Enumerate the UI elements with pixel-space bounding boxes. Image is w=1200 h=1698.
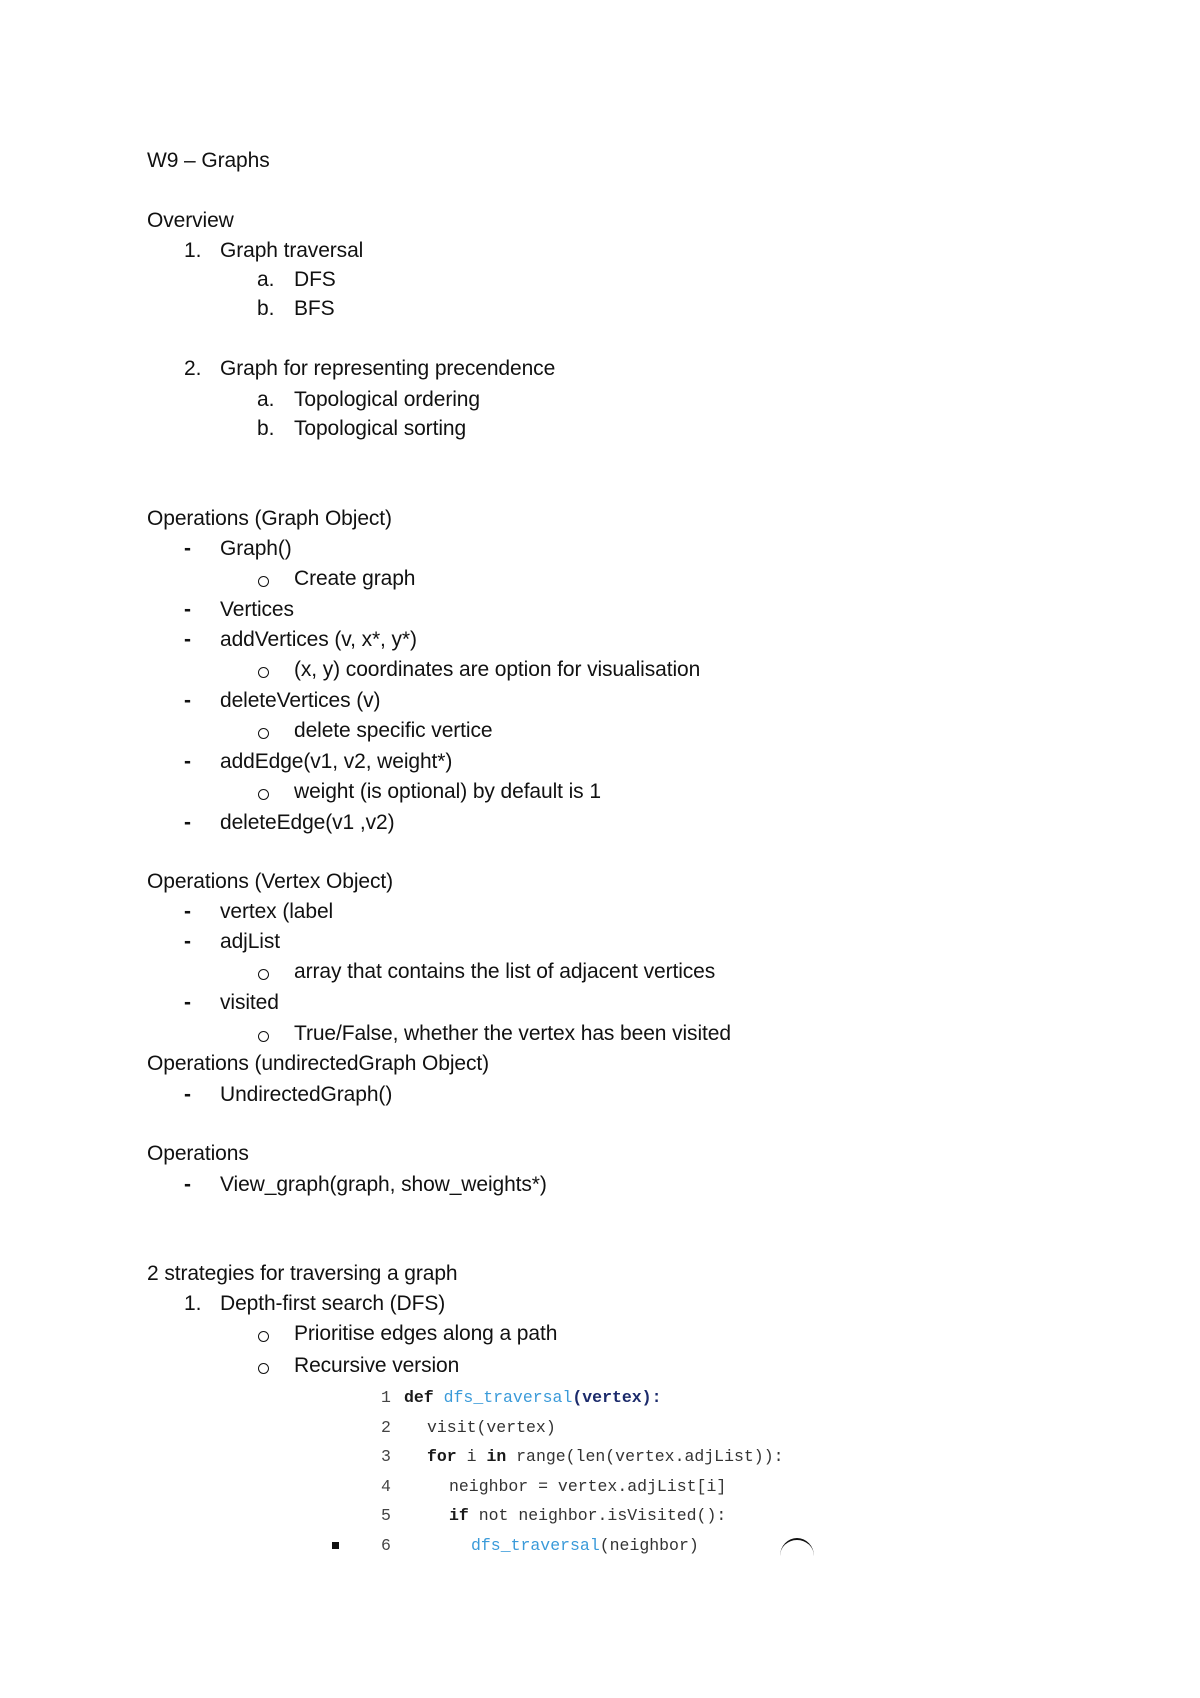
list-item: Graph for representing precendence [220, 357, 556, 380]
list-item: (x, y) coordinates are option for visualisation [294, 658, 701, 681]
dash-bullet: - [184, 811, 191, 834]
list-item: Depth-first search (DFS) [220, 1292, 446, 1315]
section-heading: 2 strategies for traversing a graph [147, 1262, 458, 1285]
dash-bullet: - [184, 628, 191, 651]
section-heading: Operations (Vertex Object) [147, 870, 394, 893]
circle-bullet-icon [258, 1331, 269, 1342]
code-text: range(len(vertex.adjList)): [506, 1447, 784, 1466]
circle-bullet-icon [258, 576, 269, 587]
list-item: array that contains the list of adjacent vertices [294, 960, 716, 983]
code-keyword: for [427, 1447, 457, 1466]
list-item: visited [220, 991, 279, 1014]
line-number: 6 [381, 1536, 391, 1555]
list-marker: 1. [184, 1292, 202, 1315]
circle-bullet-icon [258, 1363, 269, 1374]
circle-bullet-icon [258, 969, 269, 980]
list-item: deleteEdge(v1 ,v2) [220, 811, 395, 834]
list-marker: 1. [184, 239, 202, 262]
dash-bullet: - [184, 1083, 191, 1106]
page-title: W9 – Graphs [147, 149, 270, 172]
arc-mark-icon [780, 1538, 814, 1574]
dash-bullet: - [184, 1173, 191, 1196]
list-item: True/False, whether the vertex has been visited [294, 1022, 731, 1045]
circle-bullet-icon [258, 1031, 269, 1042]
code-text: i [456, 1447, 487, 1466]
list-item: UndirectedGraph() [220, 1083, 393, 1106]
list-item: Prioritise edges along a path [294, 1322, 558, 1345]
code-keyword: in [486, 1447, 507, 1466]
section-heading: Operations (Graph Object) [147, 507, 392, 530]
section-heading: Operations (undirectedGraph Object) [147, 1052, 490, 1075]
list-item: View_graph(graph, show_weights*) [220, 1173, 547, 1196]
dash-bullet: - [184, 930, 191, 953]
code-line [449, 1506, 726, 1526]
list-marker: b. [257, 417, 275, 440]
dash-bullet: - [184, 750, 191, 773]
list-item: Graph() [220, 537, 292, 560]
list-item: weight (is optional) by default is 1 [294, 780, 601, 803]
line-number: 1 [381, 1388, 391, 1407]
code-line: visit(vertex) [427, 1418, 556, 1437]
code-line [404, 1388, 661, 1408]
list-item: Topological ordering [294, 388, 480, 411]
square-bullet-icon [332, 1542, 339, 1549]
code-line [471, 1536, 699, 1556]
dash-bullet: - [184, 900, 191, 923]
code-line [427, 1447, 784, 1467]
list-item: deleteVertices (v) [220, 689, 381, 712]
dash-bullet: - [184, 689, 191, 712]
list-item: Vertices [220, 598, 294, 621]
code-text: not neighbor.isVisited(): [468, 1506, 727, 1525]
list-marker: b. [257, 297, 275, 320]
list-item: Recursive version [294, 1354, 460, 1377]
list-item: BFS [294, 297, 335, 320]
code-function: dfs_traversal [443, 1388, 573, 1407]
line-number: 2 [381, 1418, 391, 1437]
list-item: adjList [220, 930, 281, 953]
code-keyword: def [404, 1388, 434, 1407]
dash-bullet: - [184, 991, 191, 1014]
list-marker: a. [257, 268, 275, 291]
code-function: dfs_traversal [471, 1536, 600, 1555]
list-item: delete specific vertice [294, 719, 493, 742]
list-item: Create graph [294, 567, 416, 590]
circle-bullet-icon [258, 728, 269, 739]
line-number: 4 [381, 1477, 391, 1496]
list-marker: 2. [184, 357, 202, 380]
dash-bullet: - [184, 537, 191, 560]
dash-bullet: - [184, 598, 191, 621]
list-item: addVertices (v, x*, y*) [220, 628, 417, 651]
code-keyword: if [449, 1506, 469, 1525]
list-item: addEdge(v1, v2, weight*) [220, 750, 453, 773]
overview-heading: Overview [147, 209, 234, 232]
list-item: Graph traversal [220, 239, 364, 262]
code-text: (neighbor) [599, 1536, 699, 1555]
circle-bullet-icon [258, 667, 269, 678]
section-heading: Operations [147, 1142, 249, 1165]
line-number: 3 [381, 1447, 391, 1466]
list-marker: a. [257, 388, 275, 411]
list-item: vertex (label [220, 900, 334, 923]
list-item: Topological sorting [294, 417, 467, 440]
circle-bullet-icon [258, 789, 269, 800]
line-number: 5 [381, 1506, 391, 1525]
code-params: (vertex): [572, 1388, 662, 1407]
list-item: DFS [294, 268, 336, 291]
code-line: neighbor = vertex.adjList[i] [449, 1477, 727, 1496]
